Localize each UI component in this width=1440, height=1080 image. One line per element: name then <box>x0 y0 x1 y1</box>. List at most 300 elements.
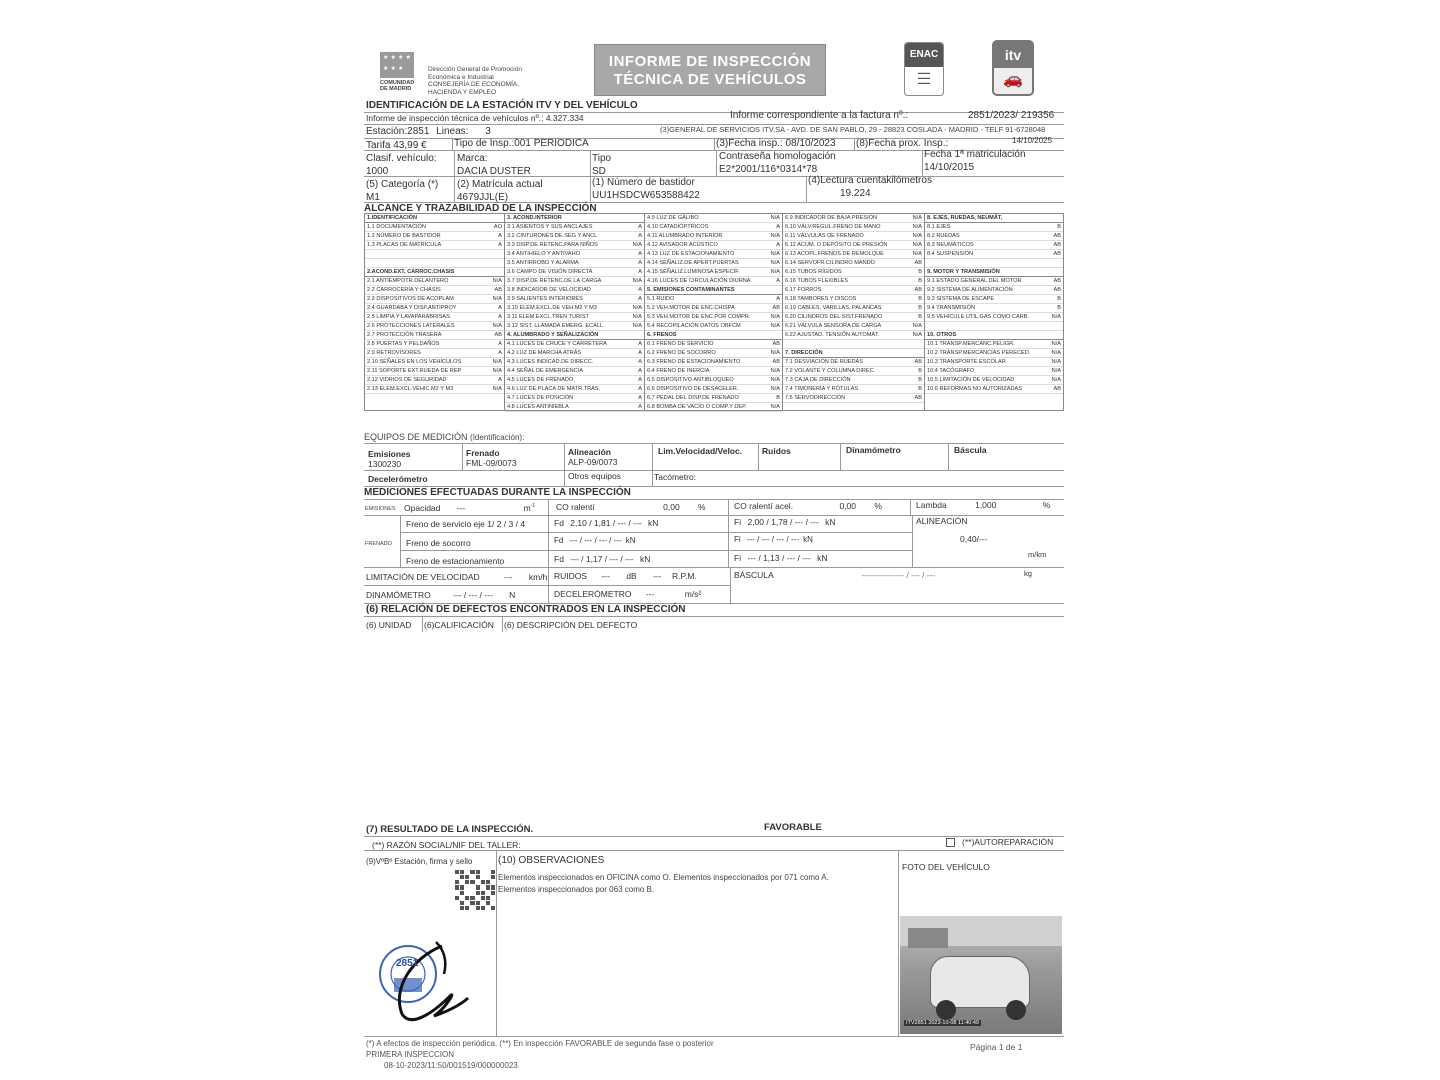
alcance-item-label: 2.12 VIDRIOS DE SEGURIDAD <box>367 377 447 383</box>
alcance-item-value <box>1059 214 1061 222</box>
alcance-item-value: A <box>638 386 642 392</box>
alcance-item-label: 2.13 ELEM.EXCL.VEHIC.M2 Y M3 <box>367 386 454 392</box>
alcance-item-value: N/A <box>1051 341 1061 347</box>
alcance-row <box>365 250 504 259</box>
cuentakilometros: (4)Lectura cuentakilómetros 19.224 <box>808 175 932 199</box>
alcance-row <box>783 376 924 385</box>
alcance-item-value: B <box>918 278 922 284</box>
alcance-item-label: 1.3 PLACAS DE MATRÍCULA <box>367 242 442 248</box>
alcance-item-label: 2.2 CARROCERÍA Y CHASIS <box>367 287 441 293</box>
alcance-item-label: 9.1 ESTADO GENERAL DEL MOTOR <box>927 278 1022 284</box>
alcance-item-value: A <box>776 224 780 230</box>
alcance-row <box>783 286 924 295</box>
alcance-row <box>645 376 782 385</box>
alcance-row <box>925 304 1063 313</box>
alcance-item-label: 6.4 FRENO DE INERCIA <box>647 368 710 374</box>
alcance-item-label: 4. ALUMBRADO Y SEÑALIZACIÓN <box>507 332 599 338</box>
freno-servicio-label: Freno de servicio eje 1/ 2 / 3 / 4 <box>406 519 526 529</box>
alcance-row <box>505 340 644 349</box>
co-ralenti: CO ralentí 0,00 % <box>556 502 706 512</box>
emisiones-tag: EMISIONES <box>365 506 396 512</box>
alcance-section-title: ALCANCE Y TRAZABILIDAD DE LA INSPECCIÓN <box>364 203 597 214</box>
opacidad: Opacidad --- $m^{-1}$ <box>404 503 536 513</box>
alcance-item-value: AB <box>1053 287 1061 293</box>
document-title: INFORME DE INSPECCIÓN TÉCNICA DE VEHÍCULOS <box>594 44 826 96</box>
equipo-emisiones: Emisiones 1300230 <box>368 449 411 469</box>
equipos-section-title: EQUIPOS DE MEDICIÓN (Identificación): <box>364 432 525 442</box>
alcance-item-label: 4.13 LUZ DE ESTACIONAMIENTO <box>647 251 735 257</box>
alcance-item-label: 3.7 DISP.DE RETENC.DE LA CARGA <box>507 278 602 284</box>
alcance-item-value: N/A <box>492 386 502 392</box>
alcance-item-value: N/A <box>770 377 780 383</box>
alcance-item-label: 2.6 PROTECCIONES LATERALES <box>367 323 455 329</box>
vehicle-photo <box>900 916 1062 1034</box>
alcance-item-label: 10.3 TRANSPORTE ESCOLAR <box>927 359 1006 365</box>
defectos-section-title: (6) RELACIÓN DE DEFECTOS ENCONTRADOS EN LA INSPECCIÓN <box>366 604 686 615</box>
alcance-item-label: 4.14 SEÑALIZ.DE APERT.PUERTAS <box>647 260 739 266</box>
alcance-item-value: B <box>918 386 922 392</box>
alcance-item-value: N/A <box>632 323 642 329</box>
alcance-item-label: 3.9 SALIENTES INTERIORES <box>507 296 583 302</box>
ident-section-title: IDENTIFICACIÓN DE LA ESTACIÓN ITV Y DEL VEHÍCULO <box>366 100 638 111</box>
alcance-row <box>645 331 782 340</box>
alcance-item-label: 9.4 TRANSMISIÓN <box>927 305 976 311</box>
alcance-item-label: 1.2 NÚMERO DE BASTIDOR <box>367 233 441 239</box>
alcance-item-value: A <box>498 350 502 356</box>
alcance-item-label: 10. OTROS <box>927 332 957 338</box>
alcance-row <box>925 214 1063 223</box>
alcance-item-label: 3.10 ELEM.EXCL.DE VEH.M2 Y M3 <box>507 305 597 311</box>
alcance-item-label: 10.6 REFORMAS NO AUTORIZADAS <box>927 386 1023 392</box>
alcance-item-label: 6.5 DISPOSITIVO ANTIBLOQUEO <box>647 377 734 383</box>
alcance-item-label: 9.2 SISTEMA DE ALIMENTACIÓN <box>927 287 1013 293</box>
fecha-proxima: (8)Fecha prox. Insp.: <box>856 138 949 149</box>
alcance-row <box>505 241 644 250</box>
alcance-item-value: AB <box>1053 251 1061 257</box>
alcance-item-label: 2.1 ANTIEMPOTR.DELANTERO <box>367 278 449 284</box>
alcance-row <box>645 286 782 295</box>
alcance-item-value <box>500 214 502 222</box>
alcance-item-value: B <box>918 377 922 383</box>
alcance-item-value: A <box>638 341 642 347</box>
alcance-item-value: N/A <box>912 224 922 230</box>
alcance-item-value: N/A <box>770 233 780 239</box>
equipo-bascula: Báscula <box>954 445 987 455</box>
alcance-item-label: 4.16 LUCES DE CIRCULACIÓN DIURNA <box>647 278 751 284</box>
alcance-item-label: 6.15 TUBOS RÍGIDOS <box>785 269 842 275</box>
alcance-item-value: N/A <box>632 314 642 320</box>
alcance-item-value: A <box>498 233 502 239</box>
ruidos: RUIDOS --- dB --- R.P.M. <box>554 571 697 581</box>
alcance-item-label: 3.8 INDICADOR DE VELOCIDAD <box>507 287 591 293</box>
alcance-row <box>925 313 1063 322</box>
alcance-row <box>645 277 782 286</box>
alcance-item-label: 3.6 CAMPO DE VISIÓN DIRECTA <box>507 269 593 275</box>
alcance-item-value: B <box>1057 305 1061 311</box>
alcance-item-label: 8.2 RUEDAS <box>927 233 960 239</box>
defectos-col-unidad: (6) UNIDAD <box>366 620 412 630</box>
alcance-item-value: N/A <box>912 251 922 257</box>
alcance-item-value: B <box>918 269 922 275</box>
itv-logo: itv 🚗 <box>992 40 1034 96</box>
alcance-item-value <box>778 331 780 339</box>
alcance-item-value: A <box>498 377 502 383</box>
alcance-item-label: 6.1 FRENO DE SERVICIO <box>647 341 714 347</box>
alcance-item-label: 6.22 AJUSTAD. TENSIÓN AUTOMÁT. <box>785 332 880 338</box>
alcance-row <box>783 331 924 340</box>
equipo-ruidos: Ruidos <box>762 446 791 456</box>
alcance-item-label: 5.2 VEH.MOTOR DE ENC.CHISPA <box>647 305 735 311</box>
alcance-item-label: 4.12 AVISADOR ACÚSTICO <box>647 242 718 248</box>
alcance-item-value <box>1059 268 1061 276</box>
alcance-row <box>925 358 1063 367</box>
alcance-row <box>925 349 1063 358</box>
alineacion-unit: m/km <box>1028 550 1047 559</box>
alcance-item-label: 7.3 CAJA DE DIRECCIÓN <box>785 377 851 383</box>
alcance-item-value: N/A <box>632 278 642 284</box>
alcance-row <box>365 322 504 331</box>
alcance-row <box>645 223 782 232</box>
alcance-row <box>505 367 644 376</box>
alcance-item-label: 6. FRENOS <box>647 332 677 338</box>
alcance-row <box>925 340 1063 349</box>
alcance-item-label: 5.1 RUIDO <box>647 296 675 302</box>
alcance-item-value <box>500 268 502 276</box>
factura-label: Informe correspondiente a la factura nº.: <box>730 110 909 121</box>
alcance-row <box>645 349 782 358</box>
freno-socorro-fi: Fi --- / --- / --- / --- kN <box>734 535 813 544</box>
alcance-item-label: 9. MOTOR Y TRANSMISIÓN <box>927 269 1000 275</box>
alcance-item-label: 6.9 INDICADOR DE BAJA PRESIÓN <box>785 215 878 221</box>
alcance-row <box>505 304 644 313</box>
alcance-row <box>365 286 504 295</box>
alcance-row <box>783 214 924 223</box>
alcance-item-label: 6.7 PEDAL DEL DISP.DE FRENADO <box>647 395 739 401</box>
alcance-item-value: N/A <box>1051 377 1061 383</box>
equipo-frenado: Frenado FML-09/0073 <box>466 448 517 468</box>
alcance-item-label: 6.21 VÁLVULA SENSORA DE CARGA <box>785 323 882 329</box>
alcance-row <box>365 313 504 322</box>
alcance-row <box>645 241 782 250</box>
alcance-item-value: N/A <box>770 323 780 329</box>
foto-vehiculo-label: FOTO DEL VEHÍCULO <box>902 862 990 872</box>
autoreparacion-checkbox[interactable] <box>946 838 955 847</box>
alcance-row <box>505 349 644 358</box>
freno-socorro-label: Freno de socorro <box>406 538 471 548</box>
alcance-item-value: N/A <box>912 323 922 329</box>
tipo: Tipo SD <box>592 153 612 177</box>
alcance-item-label: 10.5 LIMITACIÓN DE VELOCIDAD <box>927 377 1015 383</box>
alcance-item-value: A <box>638 377 642 383</box>
alcance-item-value: A <box>776 242 780 248</box>
alcance-item-value: A <box>638 296 642 302</box>
alcance-item-label: 6.8 BOMBA DE VACÍO O COMP.Y DEP. <box>647 404 747 410</box>
alcance-item-value: AB <box>914 287 922 293</box>
alcance-row <box>783 259 924 268</box>
alcance-item-value <box>640 214 642 222</box>
alcance-row <box>505 232 644 241</box>
alcance-item-value: N/A <box>1051 368 1061 374</box>
alineacion-label: ALINEACIÓN <box>916 516 968 526</box>
alcance-item-label: 4.8 LUCES ANTINIEBLA <box>507 404 569 410</box>
car-icon: 🚗 <box>1003 71 1023 88</box>
equipo-dinamometro: Dinamómetro <box>846 445 901 455</box>
alcance-row <box>783 277 924 286</box>
alcance-row <box>505 403 644 412</box>
alcance-row <box>645 340 782 349</box>
alcance-item-label: 3. ACOND.INTERIOR <box>507 215 562 221</box>
tipo-inspeccion: Tipo de Insp.:001 PERIODICA <box>454 138 589 149</box>
alcance-item-value: N/A <box>492 296 502 302</box>
alcance-item-value: N/A <box>770 260 780 266</box>
alcance-row <box>645 250 782 259</box>
alcance-row <box>783 232 924 241</box>
alcance-item-label: 9.5 VEHÍCULE UTIL.GAS COMO CARB. <box>927 314 1029 320</box>
alcance-item-label: 6.17 FORROS <box>785 287 822 293</box>
alcance-item-value: N/A <box>912 233 922 239</box>
alcance-row <box>645 232 782 241</box>
alcance-row <box>505 223 644 232</box>
alcance-item-value: A <box>638 287 642 293</box>
alcance-row <box>505 331 644 340</box>
alcance-item-label: 1.1 DOCUMENTACIÓN <box>367 224 426 230</box>
alcance-item-value: AB <box>1053 278 1061 284</box>
alcance-row <box>925 232 1063 241</box>
alcance-item-value: N/A <box>770 350 780 356</box>
alcance-row <box>925 250 1063 259</box>
observaciones-text: Elementos inspeccionados en OFICINA como O. Elementos inspeccionados por 071 como A. Elementos inspeccionados por 063 como B. <box>498 873 829 894</box>
footer-notes: (*) A efectos de inspección periódica. (**) En inspección FAVORABLE de segunda fase o posterior PRIMERA INSPECCION 08-10-2023/11:50/001519/000000023 <box>366 1039 714 1070</box>
alcance-item-value: N/A <box>632 242 642 248</box>
mediciones-section-title: MEDICIONES EFECTUADAS DURANTE LA INSPECCIÓN <box>364 487 631 498</box>
alcance-row <box>505 358 644 367</box>
alcance-item-label: 6.10 VÁLV.REGUL.FRENO DE MANO <box>785 224 881 230</box>
alcance-item-label: 4.7 LUCES DE POSICIÓN <box>507 395 574 401</box>
fecha-inspeccion: (3)Fecha insp.: 08/10/2023 <box>716 138 836 149</box>
fecha-matriculacion: Fecha 1ª matriculación 14/10/2015 <box>924 149 1026 173</box>
alcance-item-value: AB <box>914 260 922 266</box>
alcance-row <box>925 376 1063 385</box>
alcance-row <box>365 340 504 349</box>
alcance-item-value: A <box>638 269 642 275</box>
alcance-item-label: 2.9 RETROVISORES <box>367 350 421 356</box>
alcance-item-label: 2.8 PUERTAS Y PELDAÑOS <box>367 341 440 347</box>
alcance-item-value: B <box>918 368 922 374</box>
madrid-flag-icon: ★ ★ ★ ★ ★ ★ ★ <box>380 52 414 78</box>
alcance-item-value: N/A <box>1051 359 1061 365</box>
alcance-item-label: 8.3 NEUMÁTICOS <box>927 242 974 248</box>
factura-value: 2851/2023/ 219356 <box>968 110 1055 121</box>
alcance-table <box>364 213 1064 411</box>
categoria: (5) Categoría (*) M1 <box>366 179 439 203</box>
region-name: COMUNIDAD DE MADRID <box>380 80 415 92</box>
alcance-row <box>783 295 924 304</box>
alcance-item-label: 3.2 CINTURONES DE SEG Y ANCL <box>507 233 598 239</box>
alcance-row <box>783 349 924 358</box>
comunidad-madrid-logo <box>380 52 416 100</box>
alcance-item-value: A <box>638 251 642 257</box>
alcance-item-value: A <box>638 260 642 266</box>
alcance-item-value: A <box>498 341 502 347</box>
freno-estacionamiento-label: Freno de estacionamiento <box>406 556 505 566</box>
alcance-row <box>365 376 504 385</box>
freno-estacionamiento-fi: Fi --- / 1,13 / --- / --- kN <box>734 553 828 563</box>
alcance-item-value: N/A <box>1051 314 1061 320</box>
alcance-row <box>783 385 924 394</box>
alcance-row <box>783 367 924 376</box>
alcance-item-value: B <box>918 296 922 302</box>
alcance-item-label: 4.10 CATADIÓPTRICOS <box>647 224 709 230</box>
alcance-row <box>645 313 782 322</box>
photo-caption: ITV2851 2023-10-08 11:40:49 <box>906 1020 979 1026</box>
alcance-item-label: 6.12 ACUM. O DEPÓSITO DE PRESIÓN <box>785 242 888 248</box>
alcance-row <box>365 277 504 286</box>
alcance-item-label: 6.11 VÁLVULAS DE FRENADO <box>785 233 864 239</box>
alcance-item-value: B <box>918 305 922 311</box>
lambda: Lambda 1,000 % <box>916 500 1051 510</box>
alcance-row <box>505 313 644 322</box>
alcance-row <box>365 214 504 223</box>
alcance-item-label: 6.13 ACOPL.FRENOS DE REMOLQUE <box>785 251 884 257</box>
alcance-row <box>645 304 782 313</box>
alcance-item-value: A <box>638 224 642 230</box>
alcance-item-label: 7. DIRECCIÓN <box>785 350 823 356</box>
alcance-item-label: 4.3 LUCES INDICAD.DE DIRECC. <box>507 359 594 365</box>
alcance-item-label: 4.4 SEÑAL DE EMERGENCIA <box>507 368 583 374</box>
alcance-item-label: 5.4 RECOPILACIÓN DATOS OBFCM <box>647 323 741 329</box>
alcance-item-value: N/A <box>492 278 502 284</box>
alcance-item-value: AB <box>914 359 922 365</box>
alcance-row <box>365 223 504 232</box>
alcance-item-value: N/A <box>632 305 642 311</box>
alcance-item-label: 6.20 CILINDROS DEL SIST.FRENADO <box>785 314 883 320</box>
observaciones-label: (10) OBSERVACIONES <box>498 855 605 866</box>
alcance-item-value: AB <box>1053 233 1061 239</box>
alcance-item-value <box>920 340 922 348</box>
alcance-item-label: 6.14 SERVOFR.CILINDRO MANDO <box>785 260 876 266</box>
alcance-row <box>645 268 782 277</box>
alcance-row <box>925 322 1063 331</box>
equipo-tacometro: Tacómetro: <box>654 472 697 482</box>
alcance-row <box>925 295 1063 304</box>
alcance-item-value: A <box>638 395 642 401</box>
alcance-item-label: 4.15 SEÑALIZ.LUMINOSA ESPECÍF. <box>647 269 740 275</box>
alcance-row <box>505 394 644 403</box>
alcance-item-value: N/A <box>492 359 502 365</box>
alcance-item-label: 3.11 ELEM.EXCL.TREN TURIST <box>507 314 589 320</box>
alcance-row <box>645 403 782 412</box>
resultado-label: (7) RESULTADO DE LA INSPECCIÓN. <box>366 824 534 835</box>
alcance-row <box>783 394 924 403</box>
alcance-item-value: N/A <box>492 323 502 329</box>
alcance-item-label: 6.18 TAMBORES Y DISCOS <box>785 296 857 302</box>
alcance-row <box>365 385 504 394</box>
alcance-item-value <box>500 250 502 258</box>
alcance-row <box>505 286 644 295</box>
contrasena-homologacion: Contraseña homologación E2*2001/116*0314*78 <box>719 151 836 175</box>
qr-code-icon <box>455 870 495 910</box>
alcance-row <box>925 277 1063 286</box>
stamp-number: 2851 <box>396 958 419 969</box>
alcance-item-value: N/A <box>770 404 780 410</box>
freno-servicio-fd: Fd 2,10 / 1,81 / --- / --- kN <box>554 518 659 528</box>
co-ralenti-acel: CO ralentí acel. 0,00 % <box>734 501 882 511</box>
alcance-item-value: N/A <box>770 368 780 374</box>
alcance-item-label: 3.3 DISP.DE RETENC.PARA NIÑOS <box>507 242 598 248</box>
alcance-row <box>783 313 924 322</box>
alcance-item-label: 2.4 GUARDABA Y DISP.ANTIPROY <box>367 305 457 311</box>
alcance-item-value <box>920 349 922 357</box>
razon-social-label: (**) RAZÓN SOCIAL/NIF DEL TALLER: <box>372 840 521 850</box>
alcance-row <box>505 250 644 259</box>
alcance-item-value: A <box>638 359 642 365</box>
alcance-row <box>365 367 504 376</box>
alcance-row <box>645 394 782 403</box>
alcance-item-value: AB <box>494 332 502 338</box>
alcance-item-value: A <box>638 368 642 374</box>
alcance-row <box>783 322 924 331</box>
numero-bastidor: (1) Número de bastidor UU1HSDCW653588422 <box>592 177 700 201</box>
alcance-row <box>365 232 504 241</box>
alcance-row <box>925 331 1063 340</box>
clasificacion: Clasif. vehículo: 1000 <box>366 153 437 177</box>
matricula: (2) Matrícula actual 4679JJL(E) <box>457 179 543 203</box>
alcance-item-label: 6.2 FRENO DE SOCORRO <box>647 350 716 356</box>
alcance-item-label: 6.16 TUBOS FLEXIBLES <box>785 278 849 284</box>
tarifa: Tarifa 43,99 € <box>366 140 427 151</box>
alcance-item-value: AB <box>772 305 780 311</box>
alcance-item-label: 3.4 ANTIHIELO Y ANTIVAHO <box>507 251 581 257</box>
alcance-item-value <box>778 286 780 294</box>
alcance-item-value: AB <box>772 359 780 365</box>
estacion: Estación:2851 Lineas: 3 <box>366 126 491 137</box>
issuing-org: Dirección General de Promoción Económica e Industrial CONSEJERÍA DE ECONOMÍA, HACIENDA Y EMPLEO <box>428 66 522 96</box>
alcance-row <box>505 385 644 394</box>
autoreparacion-label: (**)AUTOREPARACIÓN <box>962 837 1054 847</box>
alcance-item-value: A <box>638 350 642 356</box>
alcance-item-value: N/A <box>770 251 780 257</box>
alcance-item-value: N/A <box>912 332 922 338</box>
alcance-row <box>645 367 782 376</box>
signature-stamp-icon <box>372 938 472 1028</box>
alcance-row <box>365 268 504 277</box>
alcance-row <box>365 241 504 250</box>
alcance-item-label: 4.6 LUZ DE PLACA DE MATR.TRAS. <box>507 386 601 392</box>
page-number: Página 1 de 1 <box>970 1042 1023 1052</box>
alcance-item-value: AB <box>914 395 922 401</box>
alcance-row <box>925 223 1063 232</box>
alcance-row <box>925 385 1063 394</box>
alcance-item-label: 2.10 SEÑALES EN LOS VEHÍCULOS <box>367 359 462 365</box>
alcance-item-label: 5.3 VEH.MOTOR DE ENC.POR COMPR. <box>647 314 751 320</box>
alcance-item-value <box>1059 322 1061 330</box>
alcance-item-value: A <box>498 314 502 320</box>
alcance-item-value: AO <box>493 224 502 230</box>
alcance-row <box>505 295 644 304</box>
informe-number: Informe de inspección técnica de vehículos nº.: 4.327.334 <box>366 113 584 123</box>
equipo-alineacion: Alineación ALP-09/0073 <box>568 447 618 467</box>
alcance-column-2 <box>505 214 645 410</box>
alcance-item-value: A <box>776 296 780 302</box>
frenado-tag: FRENADO <box>365 541 392 547</box>
alcance-item-value: AB <box>1053 386 1061 392</box>
alcance-item-label: 10.4 TACÓGRAFO <box>927 368 975 374</box>
alcance-row <box>783 250 924 259</box>
alcance-item-value: A <box>776 278 780 284</box>
alcance-item-value: N/A <box>770 386 780 392</box>
alcance-row <box>783 223 924 232</box>
alcance-item-value: A <box>638 233 642 239</box>
